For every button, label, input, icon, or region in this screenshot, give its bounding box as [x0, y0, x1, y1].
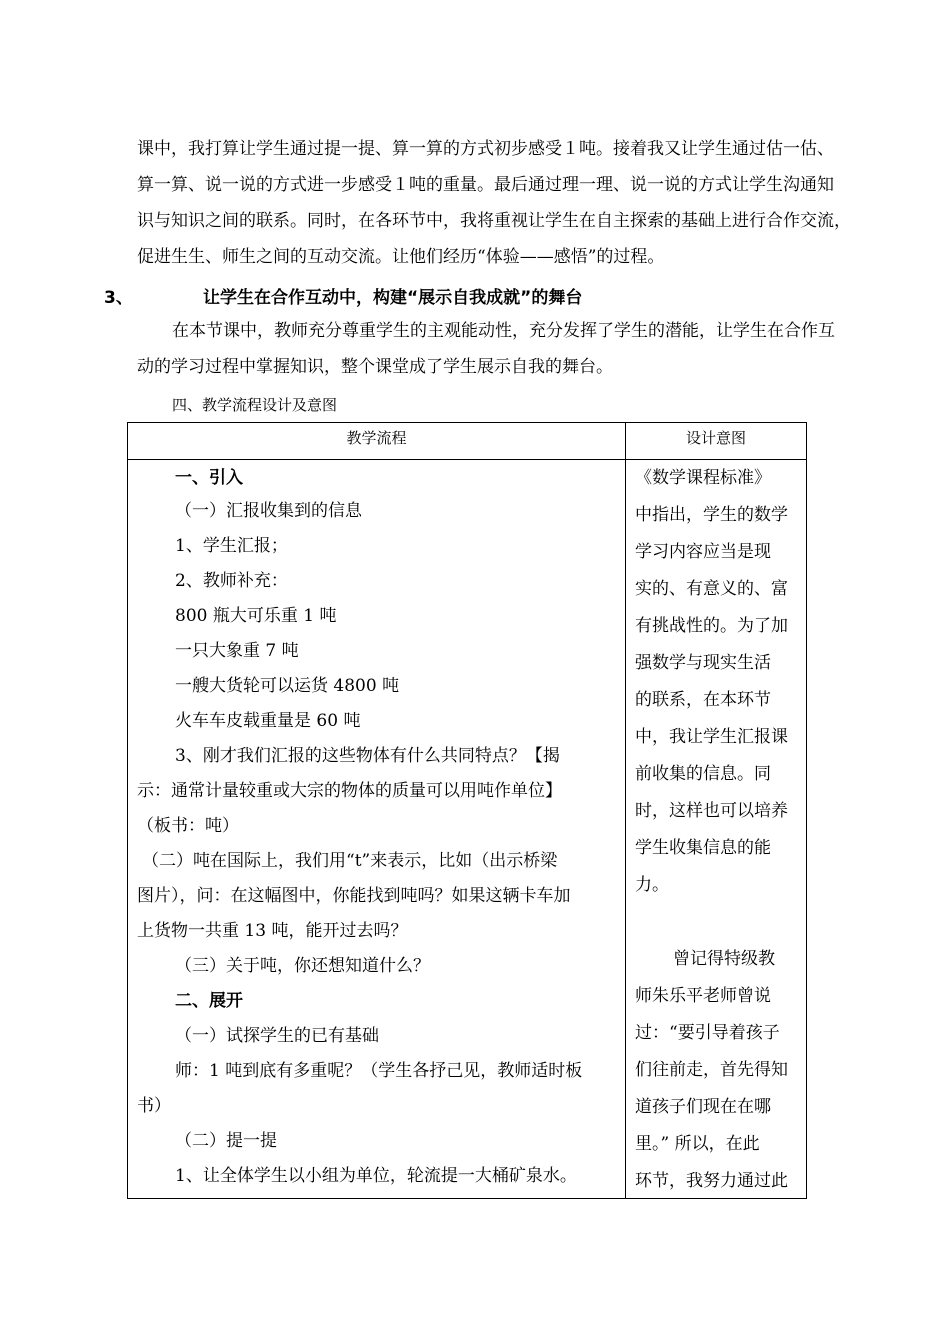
intent-line: 师朱乐平老师曾说: [635, 986, 771, 1006]
intro-line: 识与知识之间的联系。同时，在各环节中，我将重视让学生在自主探索的基础上进行合作交流，: [137, 211, 851, 231]
flow-line: （三）关于吨，你还想知道什么？: [175, 956, 430, 976]
intent-line: 的联系，在本环节: [635, 690, 771, 710]
intent-line: 过：“要引导着孩子: [635, 1023, 780, 1043]
intent-line: 时，这样也可以培养: [635, 801, 788, 821]
flow-line: 2、教师补充：: [175, 571, 288, 591]
intent-line: 强数学与现实生活: [635, 653, 771, 673]
intro-line: 算一算、说一说的方式进一步感受１吨的重量。最后通过理一理、说一说的方式让学生沟通知: [137, 175, 834, 195]
flow-line: 师：1 吨到底有多重呢？（学生各抒己见，教师适时板: [175, 1061, 583, 1081]
intent-line: 学习内容应当是现: [635, 542, 771, 562]
flow-line: 火车车皮载重量是 60 吨: [175, 711, 361, 731]
flow-line: 图片），问：在这幅图中，你能找到吨吗？如果这辆卡车加: [137, 886, 571, 906]
flow-line: 1、学生汇报；: [175, 536, 288, 556]
intent-line: 道孩子们现在在哪: [635, 1097, 771, 1117]
intent-line: 们往前走，首先得知: [635, 1060, 788, 1080]
flow-heading: 一、引入: [175, 468, 243, 488]
table-header-flow: 教学流程: [346, 429, 407, 447]
table-column-divider: [625, 423, 626, 1198]
section3-number: 3、: [104, 288, 133, 308]
flow-line: 3、刚才我们汇报的这些物体有什么共同特点？【揭: [175, 746, 560, 766]
teaching-flow-table: [127, 422, 807, 1199]
flow-heading: 二、展开: [175, 991, 243, 1011]
flow-line: 800 瓶大可乐重 1 吨: [175, 606, 337, 626]
flow-line: 上货物一共重 13 吨，能开过去吗？: [137, 921, 408, 941]
flow-line: （二）吨在国际上，我们用“t”来表示，比如（出示桥梁: [142, 851, 558, 871]
table-header-intent: 设计意图: [685, 429, 746, 447]
intent-line: 中指出，学生的数学: [635, 505, 788, 525]
flow-line: （一）汇报收集到的信息: [175, 501, 362, 521]
intent-line: 曾记得特级教: [673, 949, 775, 969]
flow-line: （板书：吨）: [137, 816, 239, 836]
intent-line: 里。” 所以，在此: [635, 1134, 760, 1154]
intent-line: 《数学课程标准》: [635, 468, 771, 488]
section3-line: 在本节课中，教师充分尊重学生的主观能动性，充分发挥了学生的潜能，让学生在合作互: [172, 321, 835, 341]
intent-line: 前收集的信息。同: [635, 764, 771, 784]
intro-line: 课中，我打算让学生通过提一提、算一算的方式初步感受１吨。接着我又让学生通过估一估、: [137, 139, 834, 159]
flow-line: 一只大象重 7 吨: [175, 641, 299, 661]
flow-line: 示：通常计量较重或大宗的物体的质量可以用吨作单位】: [137, 781, 562, 801]
flow-line: 一艘大货轮可以运货 4800 吨: [175, 676, 400, 696]
intro-line: 促进生生、师生之间的互动交流。让他们经历“体验——感悟”的过程。: [137, 247, 665, 267]
intent-line: 实的、有意义的、富: [635, 579, 788, 599]
flow-line: （二）提一提: [175, 1131, 277, 1151]
section3-line: 动的学习过程中掌握知识，整个课堂成了学生展示自我的舞台。: [137, 357, 613, 377]
table-header-divider: [128, 459, 806, 460]
intent-line: 学生收集信息的能: [635, 838, 771, 858]
intent-line: 中，我让学生汇报课: [635, 727, 788, 747]
intent-line: 有挑战性的。为了加: [635, 616, 788, 636]
section3-title: 让学生在合作互动中，构建“展示自我成就”的舞台: [203, 288, 583, 308]
intent-line: 环节，我努力通过此: [635, 1171, 788, 1191]
flow-line: 1、让全体学生以小组为单位，轮流提一大桶矿泉水。: [175, 1166, 577, 1186]
flow-line: 书）: [137, 1096, 171, 1116]
intent-line: 力。: [635, 875, 669, 895]
flow-line: （一）试探学生的已有基础: [175, 1026, 379, 1046]
section4-title: 四、教学流程设计及意图: [172, 396, 338, 414]
